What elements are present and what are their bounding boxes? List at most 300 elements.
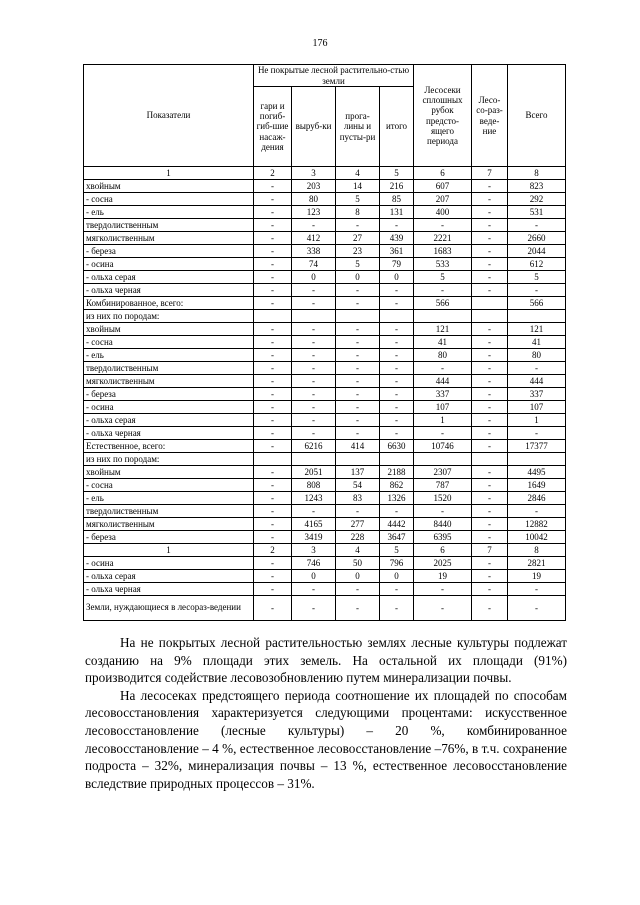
- table-cell: -: [508, 596, 566, 621]
- table-cell: -: [254, 232, 292, 245]
- table-cell: -: [336, 336, 380, 349]
- table-cell: -: [254, 427, 292, 440]
- table-cell: -: [254, 596, 292, 621]
- table-cell: -: [472, 336, 508, 349]
- row-label: Естественное, всего:: [84, 440, 254, 453]
- table-cell: 107: [508, 401, 566, 414]
- table-cell: 0: [336, 570, 380, 583]
- table-cell: -: [336, 388, 380, 401]
- table-cell: 1649: [508, 479, 566, 492]
- table-cell: [414, 310, 472, 323]
- table-cell: -: [414, 596, 472, 621]
- table-cell: -: [380, 349, 414, 362]
- table-cell: 1: [508, 414, 566, 427]
- table-cell: 862: [380, 479, 414, 492]
- table-row: [84, 180, 566, 193]
- table-cell: 123: [292, 206, 336, 219]
- table-cell: -: [292, 323, 336, 336]
- body-text: [85, 634, 567, 792]
- table-cell: -: [336, 219, 380, 232]
- table-cell: -: [508, 219, 566, 232]
- table-cell: 3: [292, 544, 336, 557]
- table-cell: -: [254, 245, 292, 258]
- table-cell: -: [254, 492, 292, 505]
- table-cell: -: [336, 349, 380, 362]
- table-cell: -: [380, 336, 414, 349]
- table-cell: 796: [380, 557, 414, 570]
- table-row: [84, 206, 566, 219]
- table-cell: -: [336, 583, 380, 596]
- column-number: 3: [292, 167, 336, 180]
- table-cell: -: [472, 349, 508, 362]
- table-cell: -: [472, 232, 508, 245]
- row-label: хвойным: [84, 323, 254, 336]
- table-cell: 5: [336, 258, 380, 271]
- table-cell: 12882: [508, 518, 566, 531]
- table-row: [84, 440, 566, 453]
- table-row: [84, 284, 566, 297]
- table-cell: -: [414, 362, 472, 375]
- row-label: 1: [84, 544, 254, 557]
- table-cell: -: [380, 323, 414, 336]
- table-row: [84, 544, 566, 557]
- table-row: [84, 271, 566, 284]
- table-cell: -: [254, 349, 292, 362]
- table-cell: 2051: [292, 466, 336, 479]
- table-cell: 1243: [292, 492, 336, 505]
- table-cell: -: [336, 323, 380, 336]
- table-cell: 746: [292, 557, 336, 570]
- table-cell: 216: [380, 180, 414, 193]
- table-cell: -: [472, 440, 508, 453]
- table-cell: -: [254, 297, 292, 310]
- table-row: [84, 323, 566, 336]
- table-cell: -: [254, 518, 292, 531]
- column-number: 6: [414, 167, 472, 180]
- table-cell: 4442: [380, 518, 414, 531]
- table-cell: -: [292, 297, 336, 310]
- column-number-row: [84, 167, 566, 180]
- table-cell: -: [472, 284, 508, 297]
- row-label: - ольха черная: [84, 583, 254, 596]
- table-cell: 7: [472, 544, 508, 557]
- table-cell: -: [380, 401, 414, 414]
- table-row: [84, 557, 566, 570]
- column-number: 2: [254, 167, 292, 180]
- table-row: [84, 297, 566, 310]
- table-cell: -: [414, 219, 472, 232]
- table-row: [84, 336, 566, 349]
- table-cell: -: [254, 323, 292, 336]
- header-non-forest-group: Не покрытые лесной растительно-стью земли: [254, 65, 414, 87]
- table-cell: 8440: [414, 518, 472, 531]
- table-cell: 131: [380, 206, 414, 219]
- table-cell: -: [254, 258, 292, 271]
- table-cell: -: [292, 414, 336, 427]
- table-cell: 2: [254, 544, 292, 557]
- table-cell: -: [380, 427, 414, 440]
- table-cell: -: [380, 505, 414, 518]
- column-number: 5: [380, 167, 414, 180]
- table-cell: [472, 310, 508, 323]
- table-row: [84, 479, 566, 492]
- table-cell: -: [254, 336, 292, 349]
- table-cell: -: [292, 583, 336, 596]
- row-label: - береза: [84, 531, 254, 544]
- table-cell: 1326: [380, 492, 414, 505]
- row-label: - ель: [84, 349, 254, 362]
- table-cell: -: [254, 206, 292, 219]
- table-cell: -: [254, 401, 292, 414]
- table-cell: 607: [414, 180, 472, 193]
- table-cell: 19: [508, 570, 566, 583]
- table-row: [84, 414, 566, 427]
- table-cell: 533: [414, 258, 472, 271]
- row-label: - ольха серая: [84, 414, 254, 427]
- row-label: мягколиственным: [84, 375, 254, 388]
- table-cell: [254, 310, 292, 323]
- table-cell: -: [254, 219, 292, 232]
- table-cell: -: [336, 414, 380, 427]
- table-cell: -: [472, 518, 508, 531]
- table-cell: -: [380, 583, 414, 596]
- table-cell: -: [254, 193, 292, 206]
- table-cell: -: [472, 570, 508, 583]
- table-cell: 203: [292, 180, 336, 193]
- table-cell: -: [292, 349, 336, 362]
- table-cell: 5: [380, 544, 414, 557]
- table-cell: -: [414, 427, 472, 440]
- table-cell: 808: [292, 479, 336, 492]
- table-row: [84, 583, 566, 596]
- table-cell: -: [472, 219, 508, 232]
- row-label: хвойным: [84, 466, 254, 479]
- table-cell: 444: [508, 375, 566, 388]
- table-cell: [472, 453, 508, 466]
- row-label: - ель: [84, 492, 254, 505]
- column-number: 4: [336, 167, 380, 180]
- table-cell: -: [292, 401, 336, 414]
- table-cell: -: [336, 401, 380, 414]
- table-cell: 2821: [508, 557, 566, 570]
- table-cell: -: [380, 414, 414, 427]
- header-burned: гари и погиб-гиб-шие насаж-дения: [254, 87, 292, 167]
- table-cell: -: [336, 427, 380, 440]
- row-label: из них по породам:: [84, 310, 254, 323]
- table-cell: 2188: [380, 466, 414, 479]
- header-cutting-areas: Лесосеки сплошных рубок предсто-ящего периода: [414, 65, 472, 167]
- table-cell: -: [472, 180, 508, 193]
- table-cell: -: [472, 596, 508, 621]
- table-row: [84, 349, 566, 362]
- table-cell: 566: [508, 297, 566, 310]
- table-cell: [254, 453, 292, 466]
- table-cell: 54: [336, 479, 380, 492]
- table-cell: 74: [292, 258, 336, 271]
- reforestation-table: [83, 64, 566, 621]
- table-cell: -: [508, 427, 566, 440]
- table-cell: -: [254, 180, 292, 193]
- table-row: [84, 245, 566, 258]
- table-cell: -: [292, 596, 336, 621]
- table-cell: -: [472, 505, 508, 518]
- table-cell: -: [508, 505, 566, 518]
- table-cell: 4: [336, 544, 380, 557]
- table-cell: -: [508, 284, 566, 297]
- table-cell: 17377: [508, 440, 566, 453]
- table-cell: 6395: [414, 531, 472, 544]
- table-cell: [472, 297, 508, 310]
- table-cell: -: [254, 362, 292, 375]
- table-row: [84, 375, 566, 388]
- table-cell: -: [292, 388, 336, 401]
- row-label: - ольха черная: [84, 284, 254, 297]
- table-cell: 400: [414, 206, 472, 219]
- table-cell: 80: [414, 349, 472, 362]
- table-cell: [336, 453, 380, 466]
- table-cell: -: [472, 362, 508, 375]
- header-total-all: Всего: [508, 65, 566, 167]
- row-label: - ольха серая: [84, 570, 254, 583]
- table-cell: 121: [508, 323, 566, 336]
- table-cell: -: [292, 505, 336, 518]
- table-cell: 4165: [292, 518, 336, 531]
- table-row: [84, 310, 566, 323]
- table-cell: -: [254, 505, 292, 518]
- table-cell: 1520: [414, 492, 472, 505]
- table-cell: -: [254, 557, 292, 570]
- row-label: - осина: [84, 557, 254, 570]
- table-cell: -: [472, 492, 508, 505]
- table-cell: [336, 310, 380, 323]
- row-label: - осина: [84, 401, 254, 414]
- table-cell: 79: [380, 258, 414, 271]
- table-cell: -: [254, 479, 292, 492]
- row-label: - сосна: [84, 193, 254, 206]
- table-row: [84, 219, 566, 232]
- table-cell: -: [472, 193, 508, 206]
- table-cell: -: [254, 284, 292, 297]
- row-label: твердолиственным: [84, 219, 254, 232]
- table-cell: 414: [336, 440, 380, 453]
- row-label: - ольха черная: [84, 427, 254, 440]
- header-clearings: выруб-ки: [292, 87, 336, 167]
- table-cell: [292, 453, 336, 466]
- table-cell: -: [254, 414, 292, 427]
- column-number: 1: [84, 167, 254, 180]
- table-cell: -: [472, 427, 508, 440]
- row-label: - береза: [84, 245, 254, 258]
- table-cell: -: [380, 375, 414, 388]
- row-label: - сосна: [84, 479, 254, 492]
- table-cell: -: [472, 583, 508, 596]
- table-cell: -: [292, 362, 336, 375]
- table-cell: 1683: [414, 245, 472, 258]
- page-number: 176: [312, 38, 328, 49]
- table-cell: 5: [336, 193, 380, 206]
- table-cell: [380, 453, 414, 466]
- row-label: мягколиственным: [84, 232, 254, 245]
- table-row: [84, 492, 566, 505]
- paragraph: На не покрытых лесной растительностью землях лесные культуры подлежат созданию на 9% площади этих земель. На остальной их площади (91%) производится содействие лесовозобновлению путем минерализации почвы.: [85, 635, 567, 686]
- table-cell: 361: [380, 245, 414, 258]
- table-cell: -: [336, 284, 380, 297]
- table-cell: 566: [414, 297, 472, 310]
- table-cell: -: [380, 219, 414, 232]
- table-cell: [414, 453, 472, 466]
- table-cell: 121: [414, 323, 472, 336]
- table-cell: 439: [380, 232, 414, 245]
- table-cell: -: [472, 401, 508, 414]
- row-label: - ольха серая: [84, 271, 254, 284]
- row-label: - береза: [84, 388, 254, 401]
- table-cell: -: [414, 284, 472, 297]
- table-cell: 787: [414, 479, 472, 492]
- table-cell: 338: [292, 245, 336, 258]
- table-cell: 0: [336, 271, 380, 284]
- table-cell: 27: [336, 232, 380, 245]
- table-row: [84, 531, 566, 544]
- table-cell: 83: [336, 492, 380, 505]
- table-cell: -: [472, 206, 508, 219]
- table-cell: 5: [508, 271, 566, 284]
- table-cell: 0: [380, 570, 414, 583]
- table-cell: 8: [508, 544, 566, 557]
- table-cell: -: [472, 557, 508, 570]
- table-cell: -: [292, 336, 336, 349]
- table-cell: -: [336, 362, 380, 375]
- table-cell: 4495: [508, 466, 566, 479]
- table-cell: -: [380, 284, 414, 297]
- table-cell: 85: [380, 193, 414, 206]
- table-cell: -: [292, 375, 336, 388]
- header-indicators: Показатели: [84, 65, 254, 167]
- table-cell: 23: [336, 245, 380, 258]
- table-row: [84, 258, 566, 271]
- table-cell: 292: [508, 193, 566, 206]
- table-cell: -: [292, 219, 336, 232]
- row-label: - осина: [84, 258, 254, 271]
- table-cell: -: [254, 388, 292, 401]
- table-cell: 444: [414, 375, 472, 388]
- table-cell: -: [414, 583, 472, 596]
- table-cell: [380, 310, 414, 323]
- table-cell: 0: [292, 570, 336, 583]
- table-row: [84, 505, 566, 518]
- table-cell: 2025: [414, 557, 472, 570]
- table-cell: -: [472, 466, 508, 479]
- table-cell: -: [380, 596, 414, 621]
- table-cell: -: [380, 388, 414, 401]
- table-cell: 337: [414, 388, 472, 401]
- table-cell: -: [336, 596, 380, 621]
- row-label: из них по породам:: [84, 453, 254, 466]
- table-cell: 412: [292, 232, 336, 245]
- table-cell: -: [380, 297, 414, 310]
- table-cell: -: [472, 245, 508, 258]
- table-cell: -: [508, 362, 566, 375]
- header-total-sub: итого: [380, 87, 414, 167]
- row-label: - ель: [84, 206, 254, 219]
- table-cell: -: [472, 271, 508, 284]
- table-cell: -: [380, 362, 414, 375]
- table-cell: 50: [336, 557, 380, 570]
- table-cell: 3647: [380, 531, 414, 544]
- table-cell: -: [336, 297, 380, 310]
- table-cell: -: [254, 440, 292, 453]
- table-cell: -: [254, 466, 292, 479]
- table-cell: -: [472, 414, 508, 427]
- table-cell: 612: [508, 258, 566, 271]
- table-cell: 2044: [508, 245, 566, 258]
- table-row: [84, 466, 566, 479]
- table-cell: 5: [414, 271, 472, 284]
- table-cell: -: [414, 505, 472, 518]
- table-cell: 80: [292, 193, 336, 206]
- table-cell: 137: [336, 466, 380, 479]
- table-cell: 277: [336, 518, 380, 531]
- column-number: 8: [508, 167, 566, 180]
- table-cell: 337: [508, 388, 566, 401]
- table-cell: 10746: [414, 440, 472, 453]
- row-label: - сосна: [84, 336, 254, 349]
- table-row: [84, 401, 566, 414]
- table-cell: -: [292, 427, 336, 440]
- table-cell: -: [508, 583, 566, 596]
- table-cell: -: [336, 375, 380, 388]
- header-forest-inventory: Лесо-со-раз-веде-ние: [472, 65, 508, 167]
- row-label: Земли, нуждающиеся в лесораз-ведении: [84, 596, 254, 621]
- table-row: [84, 388, 566, 401]
- table-cell: [508, 310, 566, 323]
- table-cell: -: [472, 375, 508, 388]
- table-cell: 2221: [414, 232, 472, 245]
- table-cell: -: [472, 479, 508, 492]
- table-cell: 19: [414, 570, 472, 583]
- table-cell: [292, 310, 336, 323]
- table-cell: [508, 453, 566, 466]
- table-cell: -: [336, 505, 380, 518]
- table-cell: -: [254, 583, 292, 596]
- table-row: [84, 193, 566, 206]
- table-cell: 2307: [414, 466, 472, 479]
- table-cell: 2660: [508, 232, 566, 245]
- row-label: хвойным: [84, 180, 254, 193]
- table-cell: 531: [508, 206, 566, 219]
- row-label: твердолиственным: [84, 362, 254, 375]
- table-cell: 14: [336, 180, 380, 193]
- table-cell: 6: [414, 544, 472, 557]
- table-cell: -: [254, 531, 292, 544]
- header-glades: прога-лины и пусты-ри: [336, 87, 380, 167]
- column-number: 7: [472, 167, 508, 180]
- table-row: [84, 570, 566, 583]
- table-row: [84, 518, 566, 531]
- table-cell: -: [254, 375, 292, 388]
- table-cell: -: [472, 258, 508, 271]
- table-cell: 3419: [292, 531, 336, 544]
- table-row: [84, 453, 566, 466]
- table-row: [84, 427, 566, 440]
- table-cell: -: [472, 531, 508, 544]
- table-row: [84, 232, 566, 245]
- table-cell: -: [472, 388, 508, 401]
- table-cell: -: [254, 271, 292, 284]
- table-cell: -: [254, 570, 292, 583]
- paragraph: На лесосеках предстоящего периода соотношение их площадей по способам лесовосстановления характеризуется следующими процентами: искусственное лесовосстановление (лесные культуры) – 20 %, комбинированное лесовосстановление – 4 %, естественное лесовосстановление –76%, в т.ч. сохранение подроста – 32%, минерализация почвы – 13 %, естественное лесовосстановление вследствие природных процессов – 31%.: [85, 687, 567, 791]
- row-label: мягколиственным: [84, 518, 254, 531]
- table-cell: 6216: [292, 440, 336, 453]
